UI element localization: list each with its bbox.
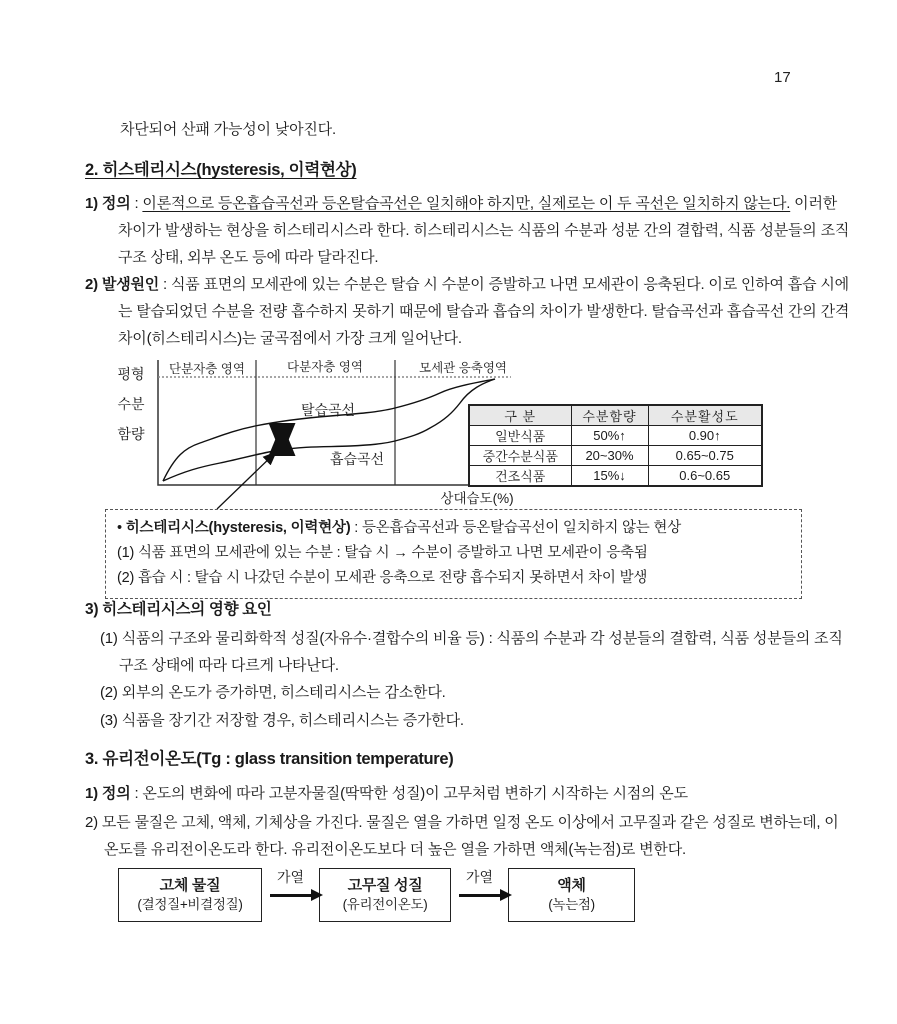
section3-heading: 3. 유리전이온도(Tg : glass transition temperature): [85, 750, 454, 768]
cause-colon: :: [159, 276, 171, 293]
cause-paragraph: [85, 271, 850, 352]
factor-2-num: (2): [100, 684, 122, 701]
factors-heading: 3) 히스테리시스의 영향 요인: [85, 601, 272, 618]
flow-box-solid-title: 고체 물질: [159, 877, 221, 894]
cell-general-food: 일반식품: [469, 426, 571, 446]
water-activity-table: [468, 404, 763, 487]
cell-intermediate-activity: 0.65~0.75: [648, 446, 762, 466]
right-arrow-icon: [459, 894, 501, 897]
flow-arrow-1: [262, 868, 319, 922]
tg-item2-paragraph: [85, 809, 844, 863]
factor-3-text: 식품을 장기간 저장할 경우, 히스테리시스는 증가한다.: [121, 712, 464, 729]
tg-definition-colon: :: [130, 785, 143, 802]
definition-paragraph: [85, 190, 850, 271]
flow-box-liquid-sub: (녹는점): [548, 897, 595, 912]
cell-general-activity: 0.90↑: [648, 426, 762, 446]
flow-box-rubbery-sub: (유리전이온도): [342, 897, 428, 912]
tg-definition-paragraph: [85, 780, 858, 807]
note-title-rest: : 등온흡습곡선과 등온탈습곡선이 일치하지 않는 현상: [350, 520, 682, 536]
table-header-category: 구 분: [469, 405, 571, 426]
flow-box-rubbery-title: 고무질 성질: [347, 877, 423, 894]
note-bullet: •: [117, 520, 126, 536]
x-axis-label: 상대습도(%): [440, 491, 514, 506]
flow-arrow-1-label: 가열: [276, 869, 305, 885]
flow-box-liquid: [508, 868, 635, 922]
note-line-2: (1) 식품 표면의 모세관에 있는 수분 : 탈습 시 → 수분이 증발하고 나면 모세관이 응축됨: [117, 545, 648, 561]
cell-dry-moisture: 15%↓: [571, 466, 648, 487]
factor-item-2: [100, 679, 844, 706]
page-number: 17: [774, 69, 791, 86]
table-row: [469, 466, 762, 487]
cell-dry-food: 건조식품: [469, 466, 571, 487]
cause-text: 식품 표면의 모세관에 있는 수분은 탈습 시 수분이 증발하고 나면 모세관이 응축된다. 이로 인하여 흡습 시에는 탈습되었던 수분을 전량 흡수하지 못하기 때문에 탈습과 흡습의 차이가 발생한다. 탈습곡선과 흡습곡선 간의 간격 차이(히스테리시스)는 굴곡점에서 가장 크게 일어난다.: [118, 276, 850, 347]
region-label-capillary: 모세관 응축영역: [419, 361, 507, 375]
tg-definition-text: 온도의 변화에 따라 고분자물질(딱딱한 성질)이 고무처럼 변하기 시작하는 시점의 온도: [142, 785, 688, 802]
tg-item2-num: 2): [85, 814, 102, 831]
flow-box-liquid-title: 액체: [557, 877, 586, 894]
cell-intermediate-food: 중간수분식품: [469, 446, 571, 466]
cell-intermediate-moisture: 20~30%: [571, 446, 648, 466]
factor-1-text: 식품의 구조와 물리화학적 성질(자유수·결합수의 비율 등) : 식품의 수분과 각 성분들의 결합력, 식품 성분들의 조직구조 상태에 따라 다르게 나타난다.: [119, 630, 843, 674]
y-axis-label-line2: 수분: [117, 396, 145, 412]
tg-item2-text: 모든 물질은 고체, 액체, 기체상을 가진다. 물질은 열을 가하면 일정 온도 이상에서 고무질과 같은 성질로 변하는데, 이 온도를 유리전이온도라 한다. 유리전이온도보다 더 높은 열을 가하면 액체(녹는점)로 변한다.: [101, 814, 839, 858]
note-title-line: [117, 516, 790, 541]
region-label-multilayer: 다분자층 영역: [287, 360, 363, 374]
table-row: [469, 426, 762, 446]
factor-1-num: (1): [100, 630, 122, 647]
section2-heading: 2. 히스테리시스(hysteresis, 이력현상): [85, 161, 357, 179]
flow-box-solid-sub: (결정질+비결정질): [137, 897, 243, 912]
factor-item-3: [100, 707, 844, 734]
note-title-bold: 히스테리시스(hysteresis, 이력현상): [125, 520, 351, 536]
definition-colon: :: [130, 195, 143, 212]
table-header-activity: 수분활성도: [648, 405, 762, 426]
hysteresis-note-box: [105, 509, 802, 599]
table-header-row: [469, 405, 762, 426]
flow-arrow-2-label: 가열: [465, 869, 494, 885]
definition-rest: 이러한 차이가 발생하는 현상을 히스테리시스라 한다. 히스테리시스는 식품의 수분과 성분 간의 결합력, 식품 성분들의 조직구조 상태, 외부 온도 등에 따라 달라진다.: [118, 195, 850, 266]
phase-flow-diagram: [118, 868, 635, 922]
definition-lead: 1) 정의: [85, 195, 131, 212]
factor-2-text: 외부의 온도가 증가하면, 히스테리시스는 감소한다.: [121, 684, 446, 701]
table-header-moisture: 수분함량: [571, 405, 648, 426]
right-arrow-icon: [270, 894, 312, 897]
desorption-curve-label: 탈습곡선: [300, 402, 356, 418]
definition-underlined: 이론적으로 등온흡습곡선과 등온탈습곡선은 일치해야 하지만, 실제로는 이 두 곡선은 일치하지 않는다.: [142, 195, 791, 212]
tg-definition-lead: 1) 정의: [85, 785, 131, 802]
note-line-3: (2) 흡습 시 : 탈습 시 나갔던 수분이 모세관 응축으로 전량 흡수되지 못하면서 차이 발생: [117, 570, 648, 586]
flow-box-solid: [118, 868, 262, 922]
factor-item-1: [100, 625, 844, 679]
cell-general-moisture: 50%↑: [571, 426, 648, 446]
factor-3-num: (3): [100, 712, 122, 729]
y-axis-label-line1: 평형: [117, 366, 145, 382]
flow-arrow-2: [451, 868, 508, 922]
table-row: [469, 446, 762, 466]
adsorption-curve-label: 흡습곡선: [329, 451, 385, 467]
cause-lead: 2) 발생원인: [85, 276, 160, 293]
flow-box-rubbery: [319, 868, 451, 922]
y-axis-label-line3: 함량: [117, 426, 145, 442]
region-label-monolayer: 단분자층 영역: [169, 362, 245, 376]
continuation-text: 차단되어 산패 가능성이 낮아진다.: [120, 121, 336, 138]
cell-dry-activity: 0.6~0.65: [648, 466, 762, 487]
